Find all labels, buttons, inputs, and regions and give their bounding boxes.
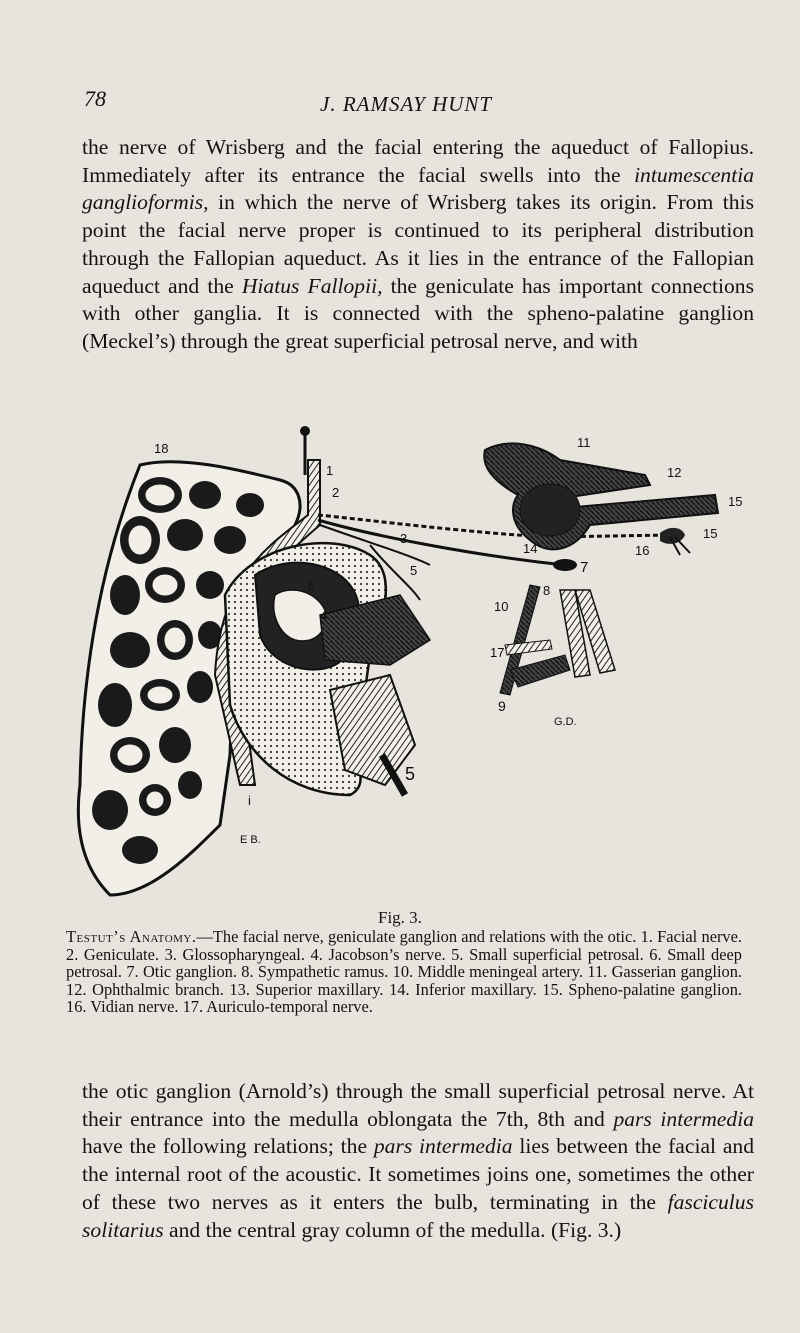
gasserian-ganglion-drawing xyxy=(484,443,718,555)
italic-term: fasciculus solitarius xyxy=(82,1189,754,1242)
label-15-upper: 15 xyxy=(728,494,743,509)
caption-source: Testut’s Anatomy. xyxy=(66,927,197,946)
label-10: 10 xyxy=(494,599,509,614)
italic-term: pars intermedia xyxy=(613,1106,754,1131)
paragraph-bottom xyxy=(82,1078,754,1244)
engraver-signature-eb: E B. xyxy=(240,834,261,846)
label-7: 7 xyxy=(580,559,589,576)
page-number: 78 xyxy=(84,86,106,111)
label-8: 8 xyxy=(543,583,551,598)
engraver-signature-gd: G.D. xyxy=(554,716,577,728)
figure-label: Fig. 3. xyxy=(378,908,422,927)
figure-caption xyxy=(66,928,742,1016)
label-11: 11 xyxy=(577,435,591,450)
label-2: 2 xyxy=(332,485,340,500)
label-9: 9 xyxy=(498,698,506,714)
paragraph-top xyxy=(82,134,754,356)
text-run: in which the nerve of Wrisberg takes its origin. From this point the facial nerve proper is continued to its peripheral distribution through the Fallopian aqueduct. As it lies in the entrance of the Fallopian aqueduct and the xyxy=(82,190,754,298)
label-1: 1 xyxy=(326,463,334,478)
text-run: the geniculate has important connections with other ganglia. It is connected with the spheno-palatine ganglion (Meckel’s) through the great superficial petrosal nerve, and with xyxy=(82,273,754,353)
text-run: the otic ganglion (Arnold’s) through the small superficial petrosal nerve. At their entrance into the medulla oblongata the 7th, 8th and xyxy=(82,1079,754,1131)
label-5-lower: 5 xyxy=(405,764,416,784)
middle-ear-drawing xyxy=(225,543,430,795)
page-header xyxy=(84,86,764,120)
label-4: 4 xyxy=(320,608,328,623)
anatomy-illustration xyxy=(70,425,760,905)
label-14: 14 xyxy=(523,541,538,556)
label-17: 17 xyxy=(490,645,505,660)
label-16: 16 xyxy=(635,543,650,558)
italic-term: pars intermedia xyxy=(373,1134,513,1159)
running-head: J. RAMSAY HUNT xyxy=(320,92,493,116)
label-3: 3 xyxy=(400,531,408,546)
otic-ganglion-drawing xyxy=(500,559,615,695)
anatomical-figure xyxy=(70,425,760,905)
label-18: 18 xyxy=(154,441,169,456)
text-run: have the following relations; the xyxy=(82,1134,374,1159)
text-run: the nerve of Wrisberg and the facial entering the aqueduct of Fallopius. Immediately after its entrance the facial swells into the xyxy=(82,135,754,187)
italic-term: intumescentia ganglioformis, xyxy=(82,162,754,215)
italic-term: Hiatus Fallopii, xyxy=(241,273,383,298)
text-run: and the central gray column of the medulla. (Fig. 3.) xyxy=(163,1217,622,1242)
text-run: lies between the facial and the internal root of the acoustic. It sometimes joins one, sometimes the other of these two nerves as it enters the bulb, terminating in the xyxy=(82,1134,755,1214)
label-6: 6 xyxy=(308,578,316,593)
label-15-lower: 15 xyxy=(703,526,718,541)
label-5-upper: 5 xyxy=(410,563,418,578)
label-12: 12 xyxy=(667,465,682,480)
caption-text: —The facial nerve, geniculate ganglion and relations with the otic. 1. Facial nerve. 2. Geniculate. 3. Glossopharyngeal. 4. Jacobson’s nerve. 5. Small superficial petrosal. 6. Small deep petrosal. 7. Otic ganglion. 8. Sympathetic ramus. 10. Middle meningeal artery. 11. Gasserian ganglion. 12. Ophthalmic branch. 13. Superior maxillary. 14. Inferior maxillary. 15. Spheno-palatine ganglion. 16. Vidian nerve. 17. Auriculo-temporal nerve. xyxy=(66,927,742,1017)
label-i: i xyxy=(248,793,251,808)
